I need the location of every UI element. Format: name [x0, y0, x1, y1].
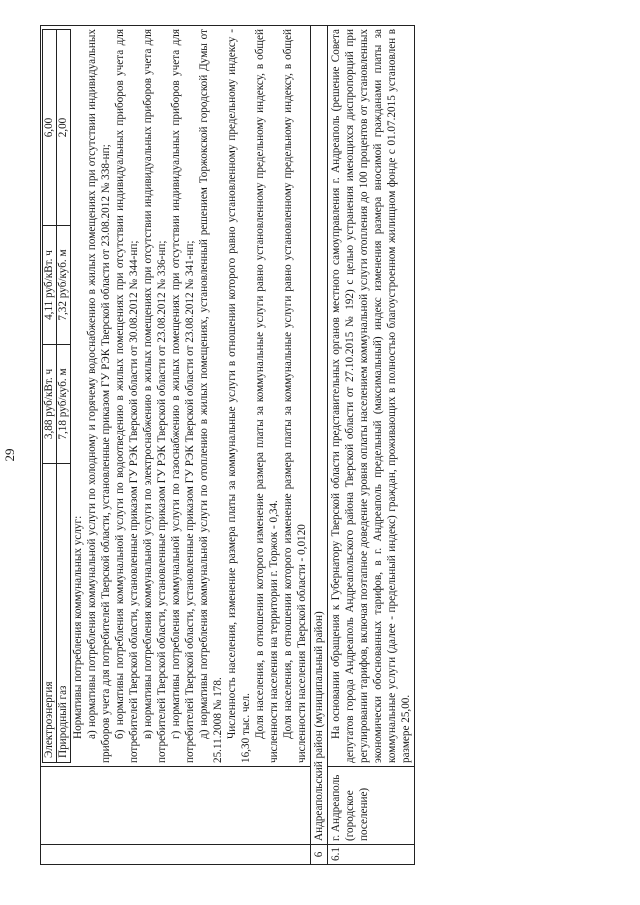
section-number: 6 [311, 845, 328, 865]
row-number-cell [41, 845, 311, 865]
tariff-value-new: 4,11 руб/кВт. ч [43, 226, 57, 345]
population-text: Численность населения, изменение размера платы за коммунальные услуги в отношении которого равно установленному предельному индексу - 16,30 тыс. чел. [226, 29, 252, 763]
norm-item: г) нормативы потребления коммунальной услуги по газоснабжению в жилых помещениях при отсутствии индивидуальных приборов учета для потребителей Тверской области, установленные приказом ГУ РЭК Тверской области от 23.08.2012 № 341-нп; [170, 29, 196, 763]
tariff-growth-percent: 2,00 [57, 30, 71, 226]
settlement-name-cell [41, 767, 311, 845]
norm-item: в) нормативы потребления коммунальной услуги по электроснабжению в жилых помещениях при отсутствии индивидуальных приборов учета для потребителей Тверской области, установленные приказом ГУ РЭК Тверской области от 23.08.2012 № 336-нп; [142, 29, 168, 763]
section-row [311, 26, 328, 865]
tariff-value-old: 3,88 руб/кВт. ч [43, 345, 57, 464]
tariff-value-new: 7,32 руб/куб. м [57, 226, 71, 345]
details-cell [328, 26, 415, 767]
details-cell [41, 26, 311, 767]
tariff-index-table [40, 25, 415, 865]
norm-item: а) нормативы потребления коммунальной услуги по холодному и горячему водоснабжению в жилых помещениях при отсутствии индивидуальных приборов учета для потребителей Тверской области, установленные приказом ГУ РЭК Тверской области от 23.08.2012 № 338-нп; [86, 29, 112, 763]
tariff-service-name: Электроэнергия [43, 464, 57, 763]
row-number: 6.1 [328, 845, 415, 865]
table-row [328, 26, 415, 865]
page-number: 29 [2, 448, 17, 462]
population-share-region: Доля населения, в отношении которого изменение размера платы за коммунальные услуги равно установленному предельному индексу, в общей численности населения Тверской области - 0,0120 [282, 29, 308, 763]
section-title: Андреапольский район (муниципальный район) [311, 26, 328, 845]
norms-heading: Нормативы потребления коммунальных услуг: [72, 515, 84, 739]
table-row [41, 26, 311, 865]
tariff-row [57, 30, 71, 763]
tariff-value-old: 7,18 руб/куб. м [57, 345, 71, 464]
norm-item: д) нормативы потребления коммунальной услуги по отоплению в жилых помещениях, установленный решением Торжокской городской Думы от 25.11.2008 № 178. [198, 29, 224, 763]
tariff-service-name: Природный газ [57, 464, 71, 763]
index-justification-text: На основании обращения к Губернатору Тверской области представительных органов местного самоуправления г. Андреаполь (решение Совета депутатов города Андреаполь Андреапольского района Тверской области от 27.10.2015 № 192) с целью устранения имеющихся диспропорций при регулировании тарифов, включая поэтапное доведение уровня оплаты населением коммунальной услуги отопления до 100 процентов от установленных экономически обоснованных тарифов, в г. Андреаполь предельный (максимальный) индекс изменения размера вносимой гражданами платы за коммунальные услуги (далее - предельный индекс) граждан, проживающих в полностью благоустроенном жилищном фонде с 01.07.2015 установлен в размере 25,00. [330, 29, 412, 763]
tariff-growth-percent: 6,00 [43, 30, 57, 226]
tariff-subtable [42, 29, 71, 763]
settlement-name: г. Андреаполь (городское поселение) [328, 767, 415, 845]
norm-item: б) нормативы потребления коммунальной услуги по водоотведению в жилых помещениях при отсутствии индивидуальных приборов учета для потребителей Тверской области, установленные приказом ГУ РЭК Тверской области от 30.08.2012 № 344-нп; [114, 29, 140, 763]
tariff-row [43, 30, 57, 763]
population-share-local: Доля населения, в отношении которого изменение размера платы за коммунальные услуги равно установленному предельному индексу, в общей численности населения на территории г. Торжок - 0,34. [254, 29, 280, 763]
